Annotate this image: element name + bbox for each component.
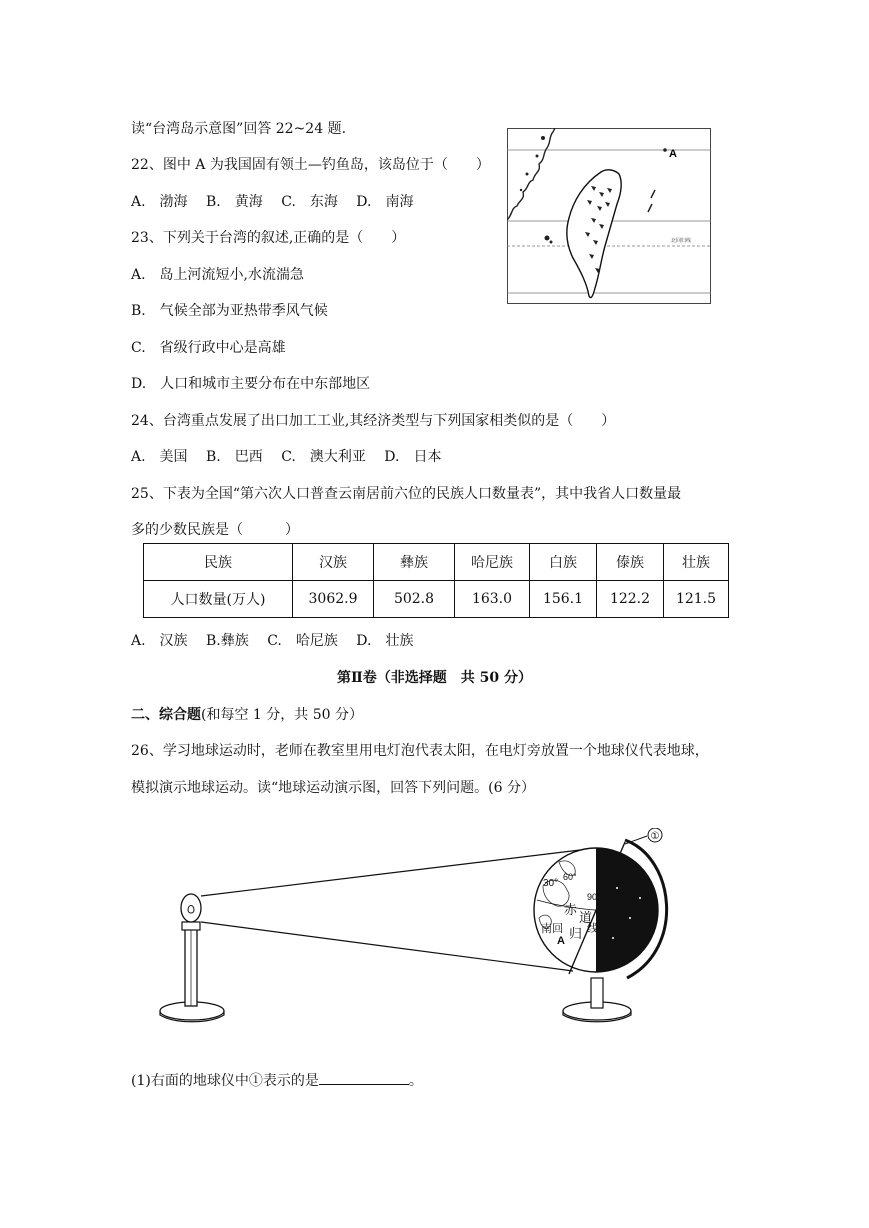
q25-options: A. 汉族 B.彝族 C. 哈尼族 D. 壮族 [131,633,414,649]
table-cell: 白族 [530,544,597,581]
q23-option-b: B. 气候全部为亚热带季风气候 [131,303,328,319]
table-cell: 傣族 [597,544,664,581]
q25-stem-line1: 25、下表为全国“第六次人口普查云南居前六位的民族人口数量表”，其中我省人口数量最 [131,486,682,502]
q22-options: A. 渤海 B. 黄海 C. 东海 D. 南海 [131,194,414,210]
label-tropic-2: 归 [569,926,583,941]
q25-stem-line2: 多的少数民族是（ ） [131,522,299,538]
label-60deg: 60° [563,872,577,882]
part2-heading [131,706,363,724]
q23-option-c: C. 省级行政中心是高雄 [131,340,286,356]
label-tropic-3: 线 [587,923,598,935]
q26-stem-line2: 模拟演示地球运动。读“地球运动演示图，回答下列问题。(6 分） [131,780,535,796]
q24-options: A. 美国 B. 巴西 C. 澳大利亚 D. 日本 [131,449,442,465]
intro-text: 读“台湾岛示意图”回答 22~24 题. [131,121,347,137]
answer-blank[interactable] [319,1070,409,1085]
q23-option-d: D. 人口和城市主要分布在中东部地区 [131,376,371,392]
table-cell: 502.8 [374,581,455,618]
label-tropic-1: 南回 [541,923,563,935]
table-cell: 163.0 [455,581,530,618]
table-cell: 122.2 [597,581,664,618]
part2-title: 二、综合题 [131,707,201,723]
taiwan-map [507,128,711,304]
label-30deg: 30° [543,878,559,889]
population-table [143,543,729,618]
map-tropic-label: 北回归线 [671,238,692,244]
map-point-a: A [669,148,677,160]
table-header-row [144,544,729,581]
table-cell: 壮族 [664,544,729,581]
q24-stem: 24、台湾重点发展了出口加工工业,其经济类型与下列国家相类似的是（ ） [131,413,616,429]
q23-stem: 23、下列关于台湾的叙述,正确的是（ ） [131,230,406,246]
q26-sub1-prefix: (1)右面的地球仪中①表示的是 [131,1073,319,1089]
q22-stem: 22、图中 A 为我国固有领土—钓鱼岛，该岛位于（ ） [131,157,490,173]
part2-note: (和每空 1 分，共 50 分） [201,707,363,723]
table-cell: 121.5 [664,581,729,618]
table-cell: 3062.9 [293,581,374,618]
label-equator-2: 道 [579,910,593,925]
label-point-a: A [557,935,565,947]
earth-motion-figure [155,828,700,1028]
table-row [144,581,729,618]
q23-option-a: A. 岛上河流短小,水流湍急 [131,267,305,283]
section2-title: 第Ⅱ卷（非选择题 共 50 分） [336,670,533,686]
table-cell: 汉族 [293,544,374,581]
label-90deg: 90° [587,892,601,902]
globe-marker-1: ① [650,831,660,842]
table-cell: 民族 [144,544,293,581]
label-equator-1: 赤 [564,902,578,917]
table-cell: 哈尼族 [455,544,530,581]
table-cell: 156.1 [530,581,597,618]
table-cell: 人口数量(万人) [144,581,293,618]
q26-sub1-suffix: 。 [408,1073,423,1089]
q26-sub1 [131,1070,423,1090]
table-cell: 彝族 [374,544,455,581]
q26-stem-line1: 26、学习地球运动时，老师在教室里用电灯泡代表太阳，在电灯旁放置一个地球仪代表地球， [131,743,709,759]
